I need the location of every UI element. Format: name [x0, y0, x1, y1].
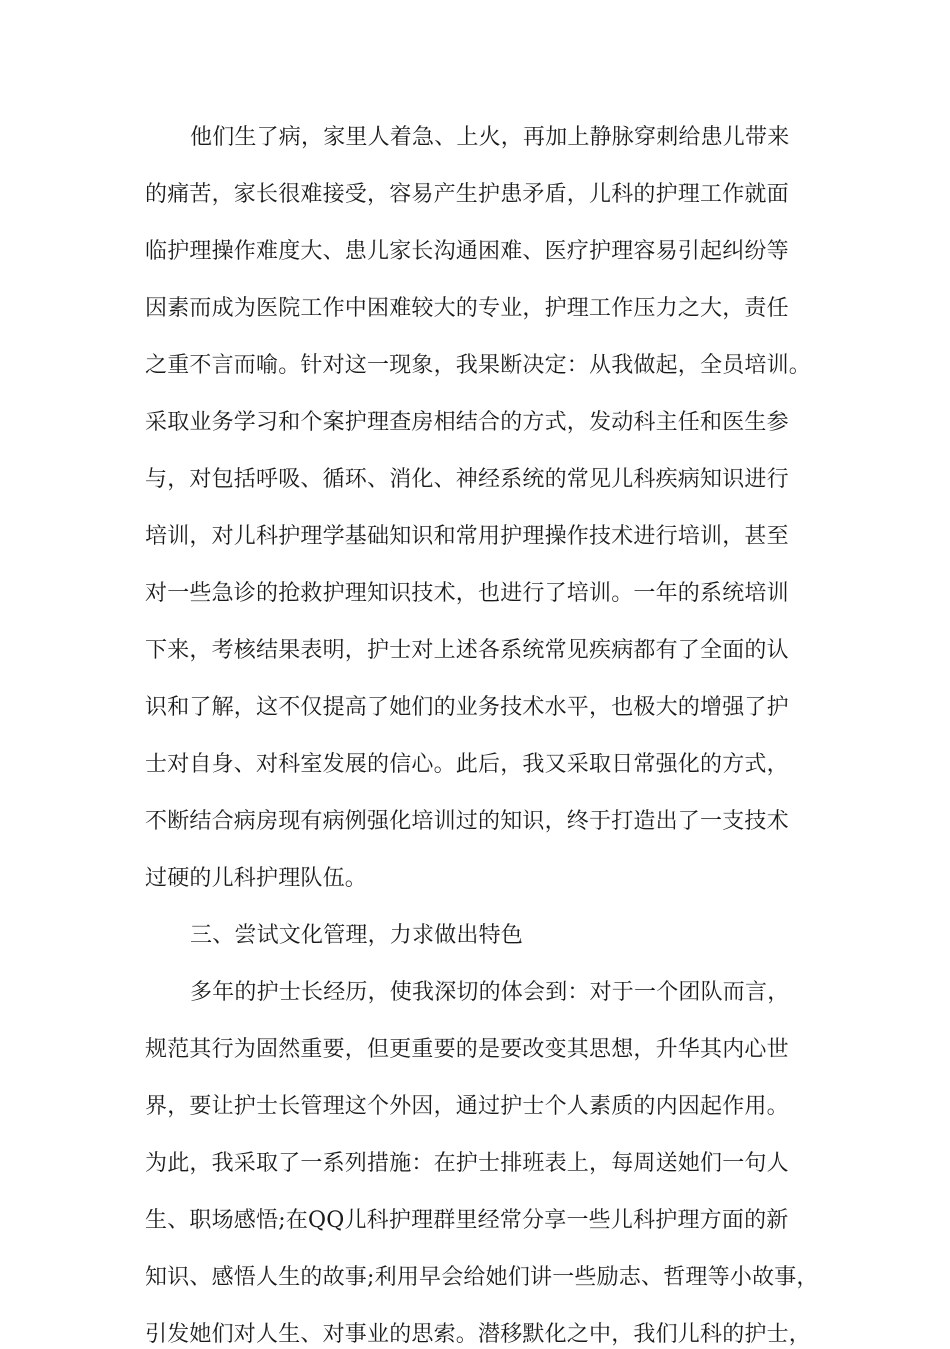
paragraph-1-line: 下来，考核结果表明，护士对上述各系统常见疾病都有了全面的认: [145, 638, 789, 663]
paragraph-1-line: 不断结合病房现有病例强化培训过的知识，终于打造出了一支技术: [145, 809, 789, 834]
paragraph-1-line: 他们生了病，家里人着急、上火，再加上静脉穿刺给患儿带来: [190, 125, 790, 150]
section-heading: 三、尝试文化管理，力求做出特色: [190, 923, 524, 948]
paragraph-2-line: 引发她们对人生、对事业的思索。潜移默化之中，我们儿科的护士，: [145, 1322, 812, 1347]
paragraph-1-line: 之重不言而喻。针对这一现象，我果断决定：从我做起，全员培训。: [145, 353, 812, 378]
paragraph-1-line: 识和了解，这不仅提高了她们的业务技术水平，也极大的增强了护: [145, 695, 789, 720]
paragraph-1-line: 士对自身、对科室发展的信心。此后，我又采取日常强化的方式，: [145, 752, 789, 777]
paragraph-2-line: 生、职场感悟;在QQ儿科护理群里经常分享一些儿科护理方面的新: [145, 1208, 789, 1233]
paragraph-1-line: 采取业务学习和个案护理查房相结合的方式，发动科主任和医生参: [145, 410, 789, 435]
paragraph-1-line: 因素而成为医院工作中困难较大的专业，护理工作压力之大，责任: [145, 296, 789, 321]
paragraph-1-line: 对一些急诊的抢救护理知识技术，也进行了培训。一年的系统培训: [145, 581, 789, 606]
paragraph-1-line: 与，对包括呼吸、循环、消化、神经系统的常见儿科疾病知识进行: [145, 467, 789, 492]
paragraph-2-line: 规范其行为固然重要，但更重要的是要改变其思想，升华其内心世: [145, 1037, 789, 1062]
paragraph-2-line: 多年的护士长经历，使我深切的体会到：对于一个团队而言，: [190, 980, 790, 1005]
paragraph-2-line: 知识、感悟人生的故事;利用早会给她们讲一些励志、哲理等小故事，: [145, 1265, 819, 1290]
paragraph-2-line: 为此，我采取了一系列措施：在护士排班表上，每周送她们一句人: [145, 1151, 789, 1176]
paragraph-1-line: 培训，对儿科护理学基础知识和常用护理操作技术进行培训，甚至: [145, 524, 789, 549]
paragraph-2-line: 界，要让护士长管理这个外因，通过护士个人素质的内因起作用。: [145, 1094, 789, 1119]
paragraph-1-line: 的痛苦，家长很难接受，容易产生护患矛盾，儿科的护理工作就面: [145, 182, 789, 207]
paragraph-1-line: 临护理操作难度大、患儿家长沟通困难、医疗护理容易引起纠纷等: [145, 239, 789, 264]
paragraph-1-line: 过硬的儿科护理队伍。: [145, 866, 368, 891]
